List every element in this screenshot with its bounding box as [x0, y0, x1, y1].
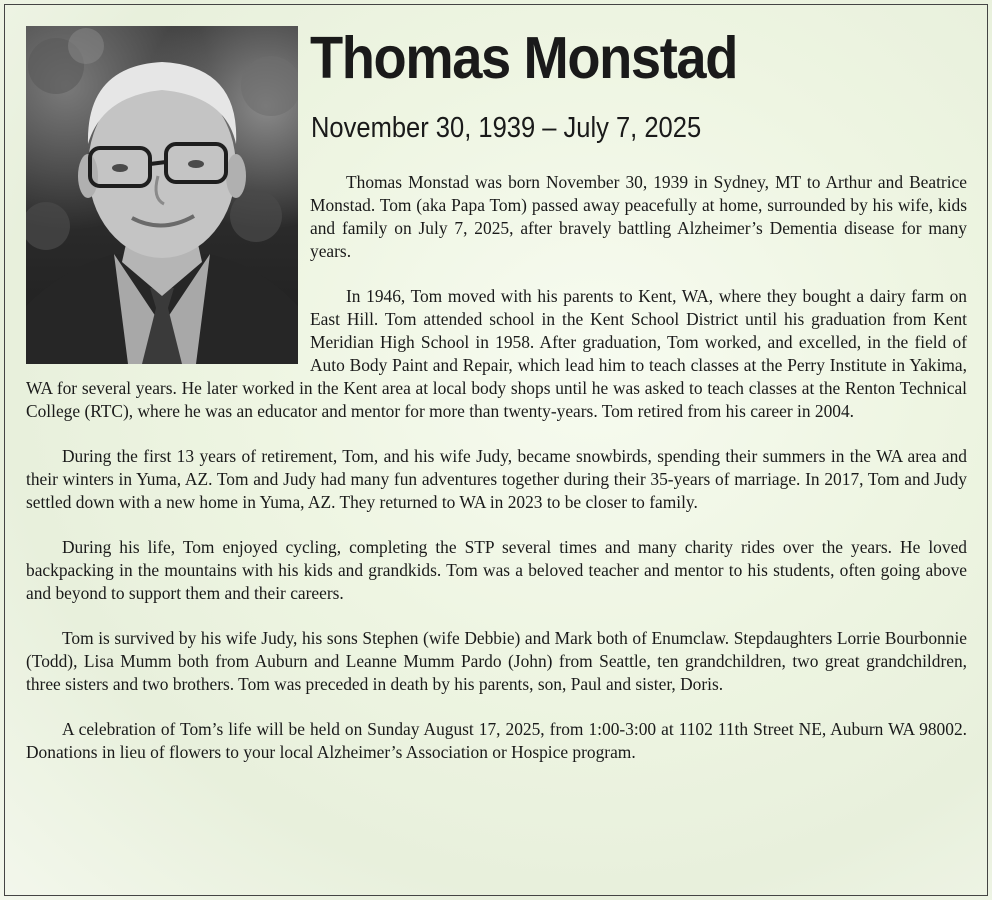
- paragraph-interests: During his life, Tom enjoyed cycling, completing the STP several times and many charity rides over the years. He loved backpacking in the mountains with his kids and grandkids. Tom was a beloved teacher and mentor to his students, often going above and beyond to support them and their careers.: [26, 537, 967, 603]
- paragraph-career: In 1946, Tom moved with his parents to Kent, WA, where they bought a dairy farm on East Hill. Tom attended school in the Kent School District until his graduation from Kent Meridian High School in 1958. After graduation, Tom worked, and excelled, in the field of Auto Body Paint and Repair, which lead him to teach classes at the Perry Institute in Yakima, WA for several years. He later worked in the Kent area at local body shops until he was asked to teach classes at the Renton Technical College (RTC), where he was an educator and mentor for more than twenty-years. Tom retired from his career in 2004.: [26, 286, 967, 421]
- paragraph-retirement: During the first 13 years of retirement, Tom, and his wife Judy, became snowbirds, spending their summers in the WA area and their winters in Yuma, AZ. Tom and Judy had many fun adventures together during their 35-years of marriage. In 2017, Tom and Judy settled down with a new home in Yuma, AZ. They returned to WA in 2023 to be closer to family.: [26, 446, 967, 512]
- paragraph-celebration: A celebration of Tom’s life will be held on Sunday August 17, 2025, from 1:00-3:00 at 1102 11th Street NE, Auburn WA 98002. Donations in lieu of flowers to your local Alzheimer’s Association or Hospice program.: [26, 719, 967, 762]
- deceased-name: Thomas Monstad: [310, 25, 738, 91]
- photo-wrap-spacer: [26, 171, 310, 369]
- life-dates: November 30, 1939 – July 7, 2025: [311, 112, 702, 144]
- obituary-body: [26, 171, 967, 786]
- paragraph-survivors: Tom is survived by his wife Judy, his sons Stephen (wife Debbie) and Mark both of Enumclaw. Stepdaughters Lorrie Bourbonnie (Todd), Lisa Mumm both from Auburn and Leanne Mumm Pardo (John) from Seattle, ten grandchildren, two great grandchildren, three sisters and two brothers. Tom was preceded in death by his parents, son, Paul and sister, Doris.: [26, 628, 967, 694]
- paragraph-birth: Thomas Monstad was born November 30, 1939 in Sydney, MT to Arthur and Beatrice Monstad. Tom (aka Papa Tom) passed away peacefully at home, surrounded by his wife, kids and family on July 7, 2025, after bravely battling Alzheimer’s Dementia disease for many years.: [310, 172, 967, 261]
